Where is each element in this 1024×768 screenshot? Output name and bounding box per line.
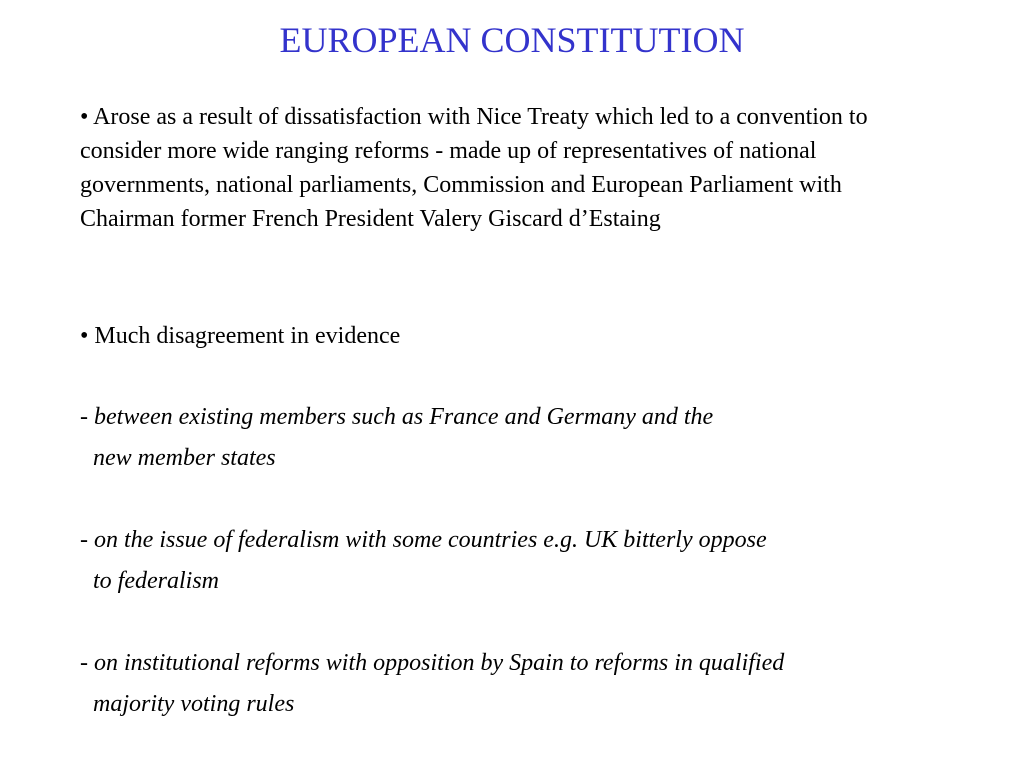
- subpoint-text: between existing members such as France and Germany and the: [94, 404, 714, 430]
- bullet-dissatisfaction: • Arose as a result of dissatisfaction with Nice Treaty which led to a convention to consider more wide ranging reforms - made up of representatives of national governments, national parliaments, Commission and European Parliament with Chairman former French President Valery Giscard d’Estaing: [80, 104, 868, 232]
- subpoint-institutional-reforms: [80, 643, 940, 725]
- subpoint-dash: -: [80, 404, 94, 430]
- subpoint-continuation: majority voting rules: [93, 691, 295, 717]
- subpoint-text: on the issue of federalism with some countries e.g. UK bitterly oppose: [94, 527, 767, 553]
- subpoint-continuation: new member states: [93, 445, 276, 471]
- subpoint-continuation: to federalism: [93, 568, 219, 594]
- subpoint-dash: -: [80, 527, 94, 553]
- subpoint-existing-members: [80, 397, 940, 479]
- subpoint-federalism: [80, 520, 940, 602]
- bullet-disagreement: • Much disagreement in evidence: [80, 323, 401, 349]
- slide-title: EUROPEAN CONSTITUTION: [279, 20, 745, 60]
- subpoint-text: on institutional reforms with opposition by Spain to reforms in qualified: [94, 650, 785, 676]
- subpoint-dash: -: [80, 650, 94, 676]
